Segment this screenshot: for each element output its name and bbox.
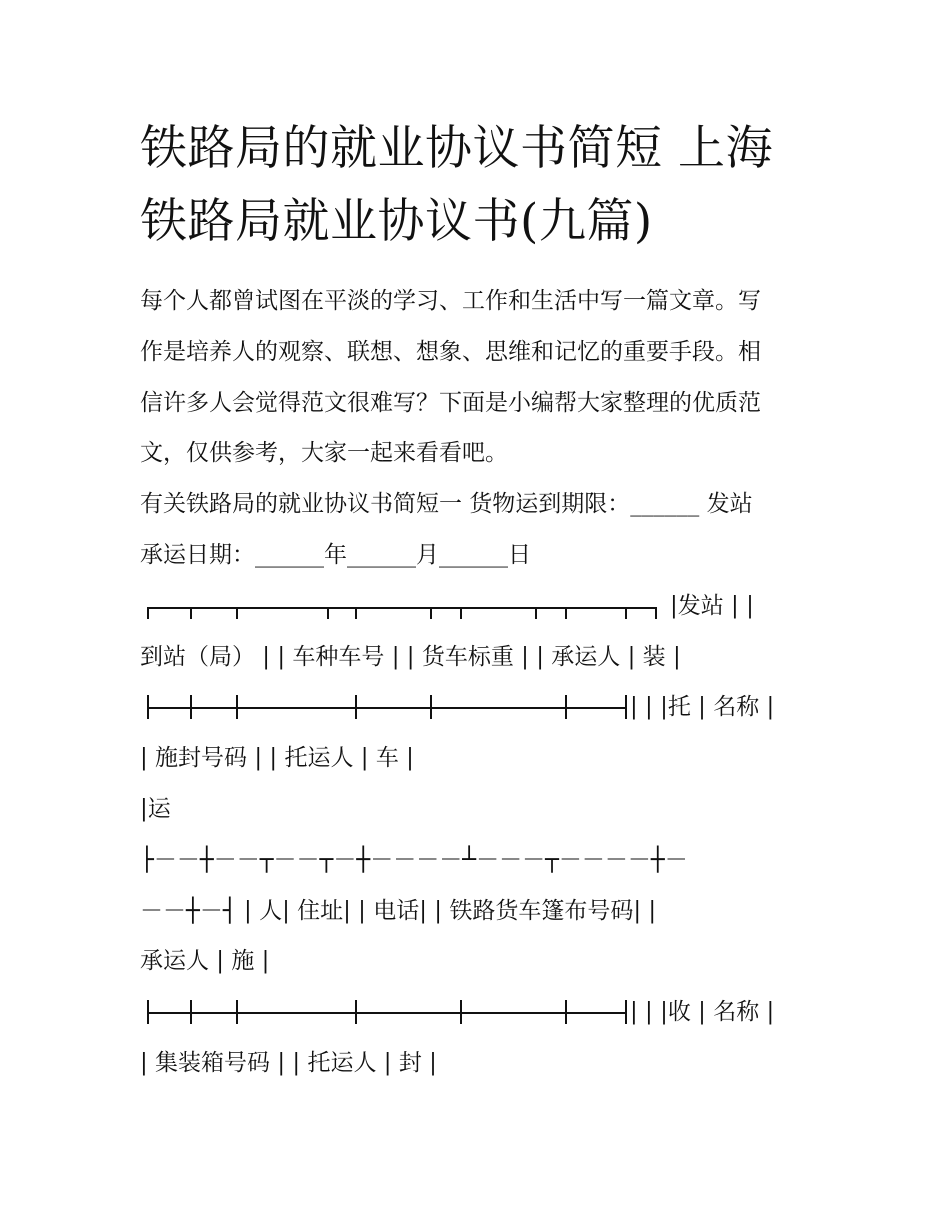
title-line-1: 铁路局的就业协议书简短 上海	[140, 121, 773, 176]
intro-line-1: 每个人都曾试图在平淡的学习、工作和生活中写一篇文章。写	[140, 288, 761, 314]
body-line-2: 承运日期：______年______月______日	[140, 542, 531, 568]
intro-line-2: 作是培养人的观察、联想、想象、思维和记忆的重要手段。相	[140, 339, 761, 365]
intro-line-4: 文，仅供参考，大家一起来看看吧。	[140, 440, 508, 466]
body-line-10: 承运人 | 施 |	[140, 948, 270, 974]
body-line-7: |运	[140, 796, 171, 822]
document-title	[140, 112, 830, 258]
body-line-1: 有关铁路局的就业协议书简短一 货物运到期限：______ 发站	[140, 491, 753, 517]
body-line-12: | 集装箱号码 | | 托运人 | 封 |	[140, 1050, 437, 1076]
intro-line-3: 信许多人会觉得范文很难写？下面是小编帮大家整理的优质范	[140, 390, 761, 416]
body-line-9: －－┼－┤ | 人| 住址| | 电话| | 铁路货车篷布号码| |	[140, 898, 657, 924]
body-line-4: 到站（局） | | 车种车号 | | 货车标重 | | 承运人 | 装 |	[140, 644, 681, 670]
title-line-2: 铁路局就业协议书(九篇)	[140, 194, 653, 249]
body-line-11: | | |收 | 名称 |	[630, 999, 775, 1025]
body-line-3: |发站 | |	[670, 593, 754, 619]
body-line-6: | 施封号码 | | 托运人 | 车 |	[140, 745, 414, 771]
body-line-5: | | |托 | 名称 |	[630, 694, 775, 720]
body-line-8: ├－－┼－－┬－－┬－┼－－－－┴－－－┬－－－－┼－	[140, 847, 688, 873]
